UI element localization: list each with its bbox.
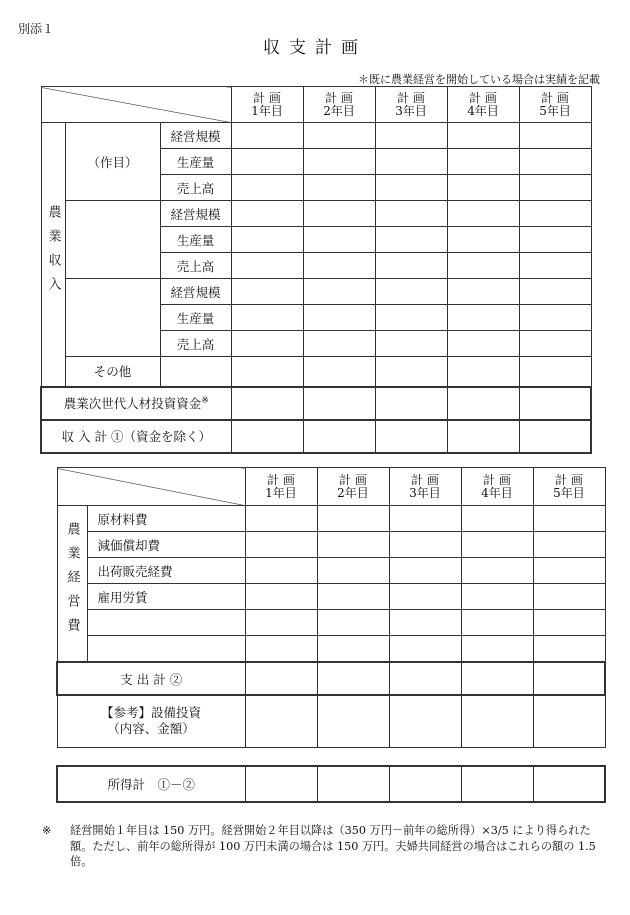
input-cell[interactable] [231,227,303,253]
year-header-1: 計 画 1年目 [231,87,303,123]
input-cell[interactable] [461,532,533,558]
expense-item-blank[interactable] [87,610,245,636]
metric-label: 売上高 [160,253,231,279]
crop-name-cell[interactable] [65,201,160,279]
input-cell[interactable] [317,766,389,802]
input-cell[interactable] [303,420,375,453]
expense-item-label: 出荷販売経費 [87,558,245,584]
input-cell[interactable] [303,123,375,149]
input-cell[interactable] [317,506,389,532]
input-cell[interactable] [519,387,591,420]
input-cell[interactable] [389,662,461,695]
input-cell[interactable] [303,149,375,175]
input-cell[interactable] [245,532,317,558]
footnote-mark: ※ [42,824,52,837]
input-cell[interactable] [447,331,519,357]
input-cell[interactable] [245,584,317,610]
expense-item-label: 原材料費 [87,506,245,532]
input-cell[interactable] [231,123,303,149]
input-cell[interactable] [245,558,317,584]
input-cell[interactable] [245,506,317,532]
year-header-3: 計 画 3年目 [375,87,447,123]
input-cell[interactable] [375,123,447,149]
input-cell[interactable] [231,201,303,227]
input-cell[interactable] [375,253,447,279]
input-cell[interactable] [303,357,375,387]
input-cell[interactable] [519,123,591,149]
input-cell[interactable] [317,584,389,610]
page-title: 収支計画 [263,38,367,58]
expense-table [56,467,606,748]
crop-name-cell[interactable] [65,279,160,357]
input-cell[interactable] [317,610,389,636]
input-cell[interactable] [519,149,591,175]
header-diagonal-cell [41,87,231,123]
input-cell[interactable] [231,331,303,357]
input-cell[interactable] [231,175,303,201]
input-cell[interactable] [533,766,605,802]
year-header-4: 計 画 4年目 [447,87,519,123]
input-cell[interactable] [375,387,447,420]
input-cell[interactable] [231,387,303,420]
input-cell[interactable] [317,662,389,695]
input-cell[interactable] [389,532,461,558]
input-cell[interactable] [303,279,375,305]
input-cell[interactable] [389,766,461,802]
input-cell[interactable] [447,201,519,227]
input-cell[interactable] [461,636,533,663]
input-cell[interactable] [389,636,461,663]
input-cell[interactable] [375,331,447,357]
input-cell[interactable] [303,227,375,253]
input-cell[interactable] [303,253,375,279]
input-cell[interactable] [519,420,591,453]
year-header-5: 計 画 5年目 [519,87,591,123]
expense-total-label: 支 出 計 ② [57,662,245,695]
input-cell[interactable] [447,305,519,331]
input-cell[interactable] [461,506,533,532]
input-cell[interactable] [375,357,447,387]
input-cell[interactable] [519,279,591,305]
expense-item-label: 減価償却費 [87,532,245,558]
reference-investment-label: 【参考】設備投資 （内容、金額） [57,695,245,747]
input-cell[interactable] [317,558,389,584]
input-cell[interactable] [533,695,605,747]
input-cell[interactable] [303,387,375,420]
metric-label: 生産量 [160,305,231,331]
input-cell[interactable] [519,331,591,357]
input-cell[interactable] [317,636,389,663]
input-cell[interactable] [533,584,605,610]
input-cell[interactable] [303,175,375,201]
input-cell[interactable] [245,695,317,747]
input-cell[interactable] [303,201,375,227]
metric-label: 生産量 [160,149,231,175]
input-cell[interactable] [447,175,519,201]
input-cell[interactable] [389,506,461,532]
input-cell[interactable] [533,558,605,584]
input-cell[interactable] [303,331,375,357]
input-cell[interactable] [389,584,461,610]
fund-label: 農業次世代人材投資資金※ [41,387,231,420]
input-cell[interactable] [447,357,519,387]
input-cell[interactable] [245,662,317,695]
input-cell[interactable] [533,506,605,532]
input-cell[interactable] [375,420,447,453]
input-cell[interactable] [447,227,519,253]
input-cell[interactable] [447,279,519,305]
metric-label: 経営規模 [160,123,231,149]
input-cell[interactable] [231,305,303,331]
metric-label: 経営規模 [160,201,231,227]
year-header-3: 計 画 3年目 [389,468,461,506]
input-cell[interactable] [231,149,303,175]
input-cell[interactable] [461,584,533,610]
input-cell[interactable] [389,558,461,584]
input-cell[interactable] [375,175,447,201]
input-cell[interactable] [533,532,605,558]
input-cell[interactable] [461,558,533,584]
input-cell[interactable] [447,123,519,149]
input-cell[interactable] [245,636,317,663]
income-total-label: 収 入 計 ①（資金を除く） [41,420,231,453]
footnote-text: 経営開始１年目は 150 万円。経営開始２年目以降は（350 万円－前年の総所得）×3/5 により得られた額。ただし、前年の総所得が 100 万円未満の場合は 150 万円。夫婦共同経営の場合はこれらの額の 1.5 倍。 [70,824,596,868]
year-header-2: 計 画 2年目 [303,87,375,123]
input-cell[interactable] [447,387,519,420]
header-diagonal-cell [57,468,245,506]
year-header-5: 計 画 5年目 [533,468,605,506]
metric-label: 売上高 [160,175,231,201]
input-cell[interactable] [461,766,533,802]
attachment-label: 別添１ [18,22,55,36]
input-cell[interactable] [447,420,519,453]
input-cell[interactable] [317,695,389,747]
input-cell[interactable] [317,532,389,558]
input-cell[interactable] [519,357,591,387]
expense-item-label: 雇用労賃 [87,584,245,610]
input-cell[interactable] [461,662,533,695]
input-cell[interactable] [375,201,447,227]
input-cell[interactable] [160,357,231,387]
year-header-1: 計 画 1年目 [245,468,317,506]
metric-label: 経営規模 [160,279,231,305]
year-header-2: 計 画 2年目 [317,468,389,506]
input-cell[interactable] [245,766,317,802]
input-cell[interactable] [533,610,605,636]
metric-label: 売上高 [160,331,231,357]
input-cell[interactable] [303,305,375,331]
input-cell[interactable] [461,610,533,636]
footnote [42,823,602,870]
input-cell[interactable] [519,305,591,331]
crop-label: （作目） [65,123,160,201]
input-cell[interactable] [231,420,303,453]
input-cell[interactable] [245,610,317,636]
input-cell[interactable] [375,279,447,305]
input-cell[interactable] [389,610,461,636]
input-cell[interactable] [231,357,303,387]
input-cell[interactable] [375,227,447,253]
input-cell[interactable] [519,227,591,253]
input-cell[interactable] [519,253,591,279]
input-cell[interactable] [519,175,591,201]
input-cell[interactable] [447,253,519,279]
input-cell[interactable] [533,636,605,663]
input-cell[interactable] [375,305,447,331]
income-calc-table [56,765,606,803]
other-label: その他 [65,357,160,387]
farm-income-side-label: 農業収入 [41,123,65,387]
metric-label: 生産量 [160,227,231,253]
input-cell[interactable] [231,279,303,305]
expense-item-blank[interactable] [87,636,245,663]
input-cell[interactable] [519,201,591,227]
income-calc-label: 所得計 ①－② [57,766,245,802]
input-cell[interactable] [389,695,461,747]
input-cell[interactable] [461,695,533,747]
note-text: ＊既に農業経営を開始している場合は実績を記載 [358,73,600,86]
input-cell[interactable] [533,662,605,695]
input-cell[interactable] [375,149,447,175]
year-header-4: 計 画 4年目 [461,468,533,506]
income-table [40,86,592,454]
farm-expense-side-label: 農業経営費 [57,506,87,663]
input-cell[interactable] [231,253,303,279]
input-cell[interactable] [447,149,519,175]
